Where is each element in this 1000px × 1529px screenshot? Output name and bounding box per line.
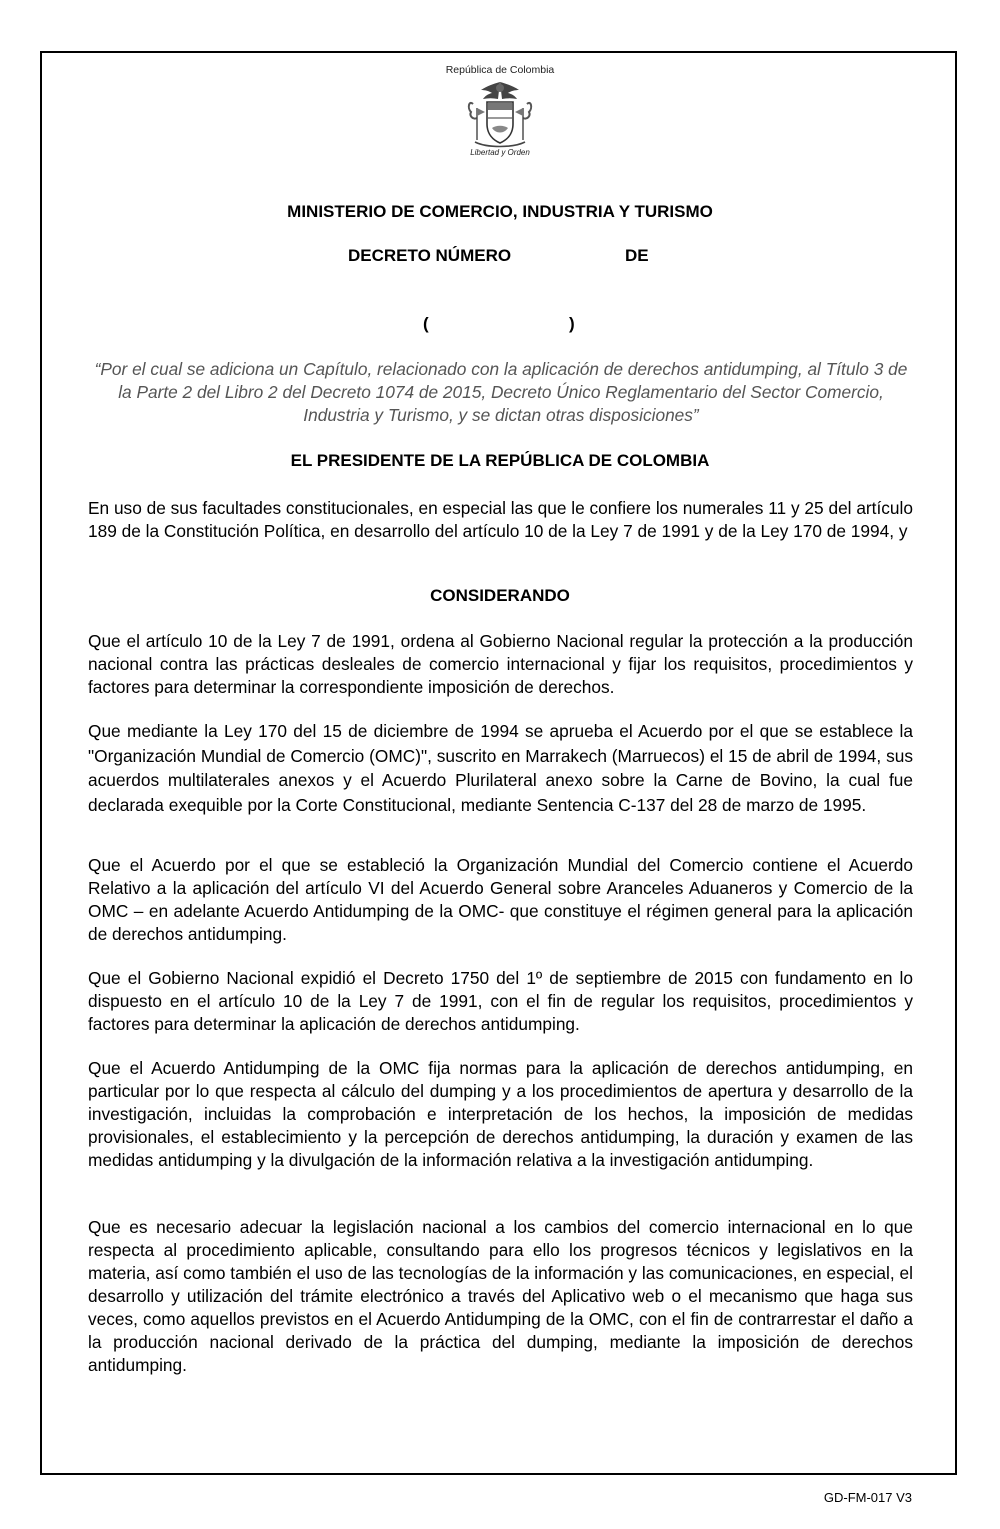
letterhead: [440, 64, 560, 164]
powers-paragraph: En uso de sus facultades constitucionales, en especial las que le confiere los numerales 11 y 25 del artículo 189 de la Constitución Política, en desarrollo del artículo 10 de la Ley 7 de 1991 y de la Ley 170 de 1994, y: [88, 498, 913, 541]
date-paren-close: ): [569, 314, 575, 333]
decree-number-label: DECRETO NÚMERO: [348, 246, 512, 265]
considering-paragraph: Que el Acuerdo Antidumping de la OMC fija normas para la aplicación de derechos antidumping, en particular por lo que respecta al cálculo del dumping y a los procedimientos de apertura y desarrollo de la investigación, incluidas la comprobación e interpretación de los hechos, la imposición de medidas provisionales, el establecimiento y la percepción de derechos antidumping, la duración y examen de las medidas antidumping y la divulgación de la información relativa a la investigación antidumping.: [88, 1058, 913, 1170]
decree-de-label: DE: [625, 246, 649, 265]
ministry-heading: MINISTERIO DE COMERCIO, INDUSTRIA Y TURISMO: [287, 202, 713, 221]
considering-paragraph: Que el Gobierno Nacional expidió el Decreto 1750 del 1º de septiembre de 2015 con fundamento en lo dispuesto en el artículo 10 de la Ley 7 de 1991, con el fin de regular los requisitos, procedimientos y factores para determinar la aplicación de derechos antidumping.: [88, 968, 913, 1034]
form-code: GD-FM-017 V3: [823, 1490, 912, 1505]
considering-heading: CONSIDERANDO: [430, 586, 570, 605]
coat-of-arms-icon: [465, 78, 535, 150]
republic-label: República de Colombia: [445, 64, 555, 76]
considering-paragraph: Que mediante la Ley 170 del 15 de diciembre de 1994 se aprueba el Acuerdo por el que se establece la "Organización Mundial de Comercio (OMC)", suscrito en Marrakech (Marruecos) el 15 de abril de 1994, sus acuerdos multilaterales anexos y el Acuerdo Plurilateral anexo sobre la Carne de Bovino, la cual fue declarada exequible por la Corte Constitucional, mediante Sentencia C-137 del 28 de marzo de 1995.: [88, 721, 913, 815]
motto-label: Libertad y Orden: [470, 148, 530, 157]
considering-paragraph: Que el artículo 10 de la Ley 7 de 1991, ordena al Gobierno Nacional regular la protección a la producción nacional contra las prácticas desleales de comercio internacional y fijar los requisitos, procedimientos y factores para determinar la correspondiente imposición de derechos.: [88, 631, 913, 697]
date-paren-open: (: [423, 314, 429, 333]
president-heading: EL PRESIDENTE DE LA REPÚBLICA DE COLOMBIA: [290, 451, 710, 470]
considering-paragraph: Que es necesario adecuar la legislación nacional a los cambios del comercio internacional en lo que respecta al procedimiento aplicable, consultando para ello los progresos técnicos y legislativos en la materia, así como también el uso de las tecnologías de la información y las comunicaciones, en especial, el desarrollo y utilización del trámite electrónico a través del Aplicativo web o el mecanismo que haga sus veces, como aquellos previstos en el Acuerdo Antidumping de la OMC, con el fin de contrarrestar el daño a la producción nacional derivado de la práctica del dumping, mediante la imposición de derechos antidumping.: [88, 1217, 913, 1375]
considering-paragraph: Que el Acuerdo por el que se estableció la Organización Mundial del Comercio contiene el Acuerdo Relativo a la aplicación del artículo VI del Acuerdo General sobre Aranceles Aduaneros y Comercio de la OMC – en adelante Acuerdo Antidumping de la OMC- que constituye el régimen general para la aplicación de derechos antidumping.: [88, 855, 913, 944]
decree-epigraph: “Por el cual se adiciona un Capítulo, relacionado con la aplicación de derechos antidumping, al Título 3 de la Parte 2 del Libro 2 del Decreto 1074 de 2015, Decreto Único Reglamentario del Sector Comercio, Industria y Turismo, y se dictan otras disposiciones”: [94, 359, 908, 425]
